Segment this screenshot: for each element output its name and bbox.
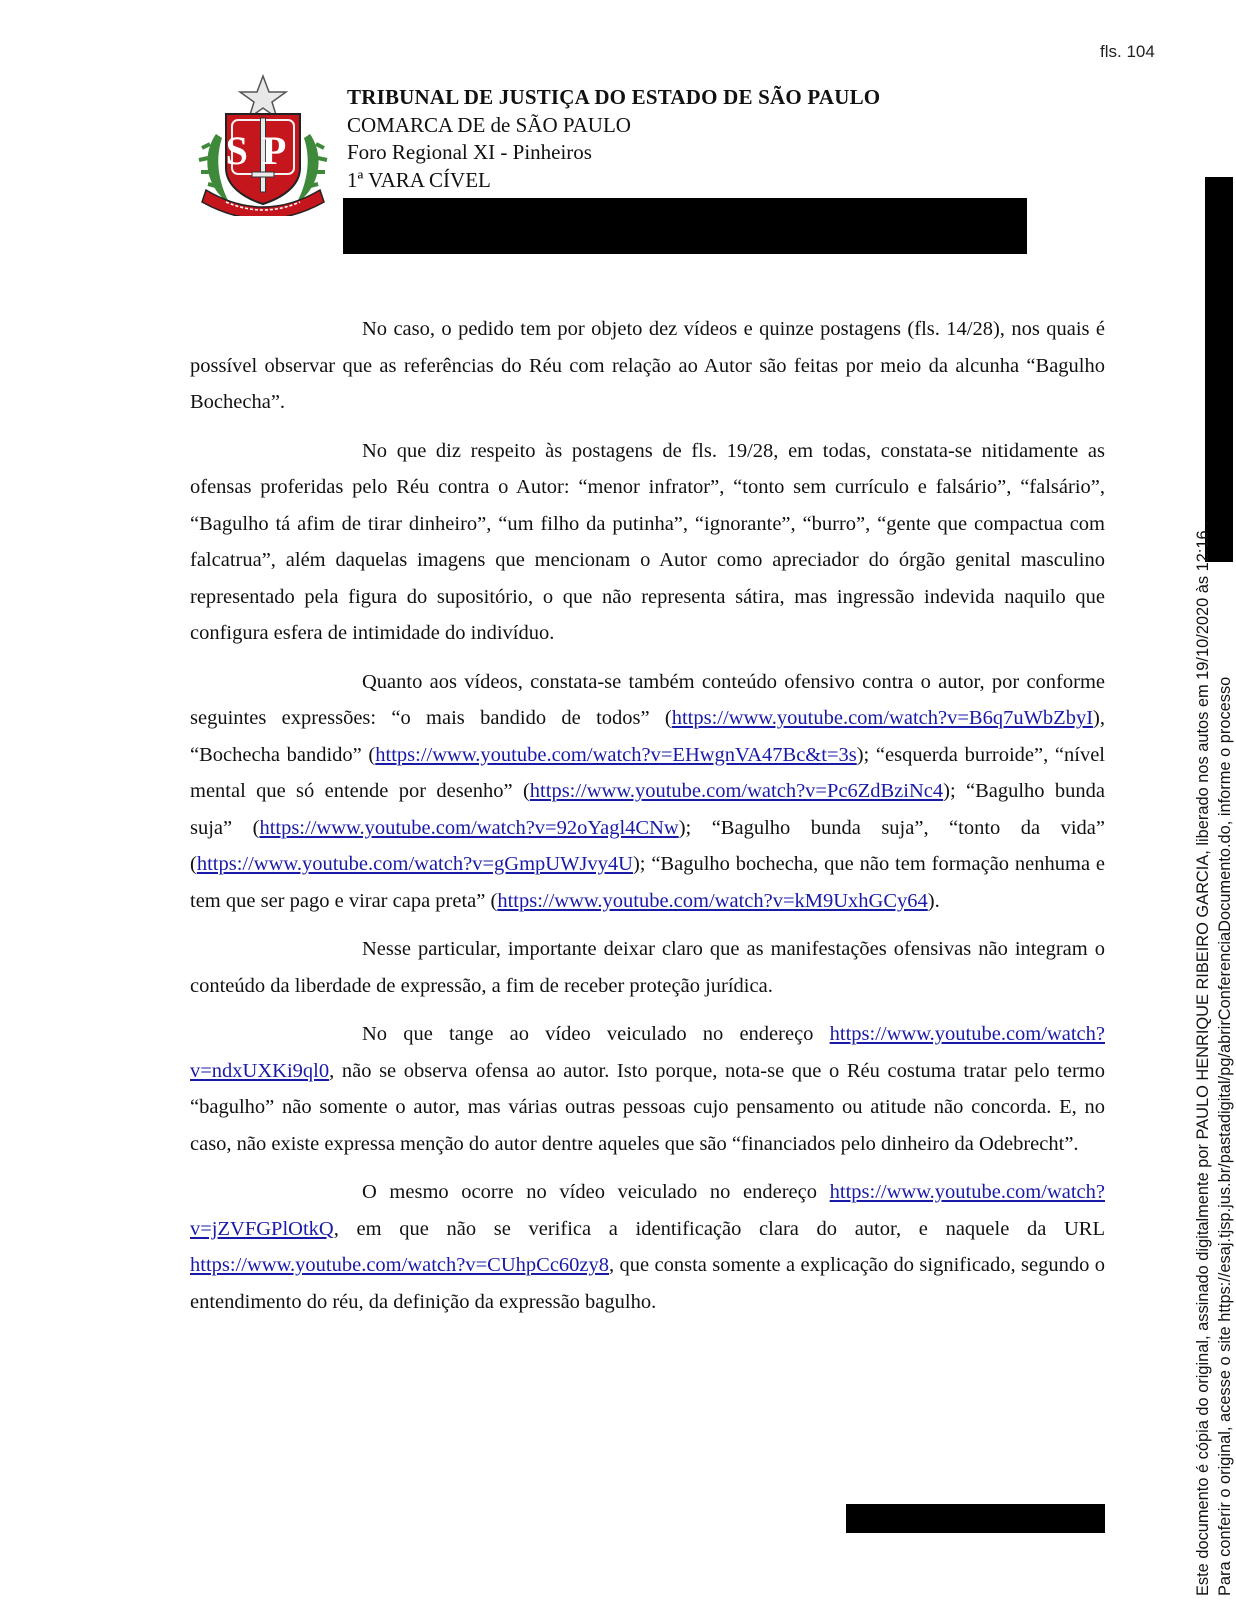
youtube-link[interactable]: https://www.youtube.com/watch?v=jZVFGPlOtkQ (190, 1181, 1105, 1240)
side-redaction-bar (1205, 177, 1233, 562)
paragraph-5 (190, 1016, 1105, 1162)
comarca-line: COMARCA DE de SÃO PAULO (347, 112, 631, 137)
paragraph-6-text: , em que não se verifica a identificação clara do autor, e naquele da URL (333, 1217, 1105, 1240)
court-header (347, 84, 880, 194)
paragraph-3 (190, 664, 1105, 920)
paragraph-6-text: O mesmo ocorre no vídeo veiculado no endereço (362, 1181, 830, 1203)
paragraph-2: No que diz respeito às postagens de fls. 19/28, em todas, constata-se nitidamente as ofensas proferidas pelo Réu contra o Autor: “menor infrator”, “tonto sem currículo e falsário”, “falsário”, “Bagulho tá afim de tirar dinheiro”, “um filho da putinha”, “ignorante”, “burro”, “gente que compactua com falcatrua”, além daquelas imagens que mencionam o Autor como apreciador do órgão genital masculino representado pela figura do supositório, o que não representa sátira, mas ingressão indevida naquilo que configura esfera de intimidade do indivíduo. (190, 439, 1105, 644)
paragraph-4: Nesse particular, importante deixar claro que as manifestações ofensivas não integram o conteúdo da liberdade de expressão, a fim de receber proteção jurídica. (190, 938, 1105, 997)
youtube-link[interactable]: https://www.youtube.com/watch?v=gGmpUWJvy4U (196, 853, 633, 875)
youtube-link[interactable]: https://www.youtube.com/watch?v=Pc6ZdBziNc4 (529, 780, 944, 802)
vara-line: 1ª VARA CÍVEL (347, 167, 491, 192)
paragraph-3-text: ); “Bagulho bunda suja” ( (190, 780, 1105, 839)
decision-body (190, 311, 1105, 1332)
paragraph-3-text: ); “esquerda burroide”, “nível mental que só entende por desenho” ( (190, 743, 1106, 802)
paragraph-3-text: ), “Bochecha bandido” ( (190, 707, 1105, 766)
signature-notice-line-2: Para conferir o original, acesse o site https://esaj.tjsp.jus.br/pastadigital/pg/abrirConferenciaDocumento.do, informe o processo (1216, 676, 1234, 1596)
paragraph-3-text: Quanto aos vídeos, constata-se também conteúdo ofensivo contra o autor, por conforme seguintes expressões: “o mais bandido de todos” ( (190, 670, 1105, 729)
court-name: TRIBUNAL DE JUSTIÇA DO ESTADO DE SÃO PAULO (347, 85, 881, 109)
footer-redaction-bar (846, 1504, 1105, 1533)
youtube-link[interactable]: https://www.youtube.com/watch?v=kM9UxhGCy64 (497, 889, 928, 912)
paragraph-6-text: , que consta somente a explicação do significado, segundo o entendimento do réu, da definição da expressão bagulho. (190, 1254, 1105, 1313)
paragraph-3-text: ). (927, 889, 940, 912)
paragraph-3-text: ); “Bagulho bochecha, que não tem formação nenhuma e tem que ser pago e virar capa preta” ( (190, 853, 1105, 912)
youtube-link[interactable]: https://www.youtube.com/watch?v=ndxUXKi9ql0 (190, 1023, 1105, 1082)
paragraph-6 (190, 1174, 1105, 1320)
paragraph-3-text: ); “Bagulho bunda suja”, “tonto da vida” ( (190, 816, 1105, 875)
page-number: fls. 104 (1100, 42, 1155, 61)
paragraph-1: No caso, o pedido tem por objeto dez vídeos e quinze postagens (fls. 14/28), nos quais é possível observar que as referências do Réu com relação ao Autor são feitas por meio da alcunha “Bagulho Bochecha”. (190, 318, 1105, 413)
paragraph-5-text: No que tange ao vídeo veiculado no endereço (362, 1023, 830, 1045)
youtube-link[interactable]: https://www.youtube.com/watch?v=B6q7uWbZbyI (671, 707, 1094, 729)
crest-letters: SP (225, 128, 301, 173)
youtube-link[interactable]: https://www.youtube.com/watch?v=CUhpCc60zy8 (190, 1254, 610, 1276)
foro-line: Foro Regional XI - Pinheiros (347, 140, 592, 164)
paragraph-5-text: , não se observa ofensa ao autor. Isto porque, nota-se que o Réu costuma tratar pelo termo “bagulho” não somente o autor, mas várias outras pessoas cujo pensamento ou atitude não concorda. E, no caso, não existe expressa menção do autor dentre aqueles que são “financiados pelo dinheiro da Odebrecht”. (190, 1059, 1105, 1155)
digital-signature-notice (1192, 521, 1236, 1596)
header-redaction-bar (343, 198, 1027, 254)
signature-notice-line-1: Este documento é cópia do original, assinado digitalmente por PAULO HENRIQUE RIBEIRO GARCIA, liberado nos autos em 19/10/2020 às 12:16 . (1194, 521, 1212, 1596)
youtube-link[interactable]: https://www.youtube.com/watch?v=EHwgnVA47Bc&t=3s (375, 743, 857, 766)
youtube-link[interactable]: https://www.youtube.com/watch?v=92oYagl4CNw (259, 816, 679, 839)
sp-coat-of-arms-logo (196, 74, 330, 216)
